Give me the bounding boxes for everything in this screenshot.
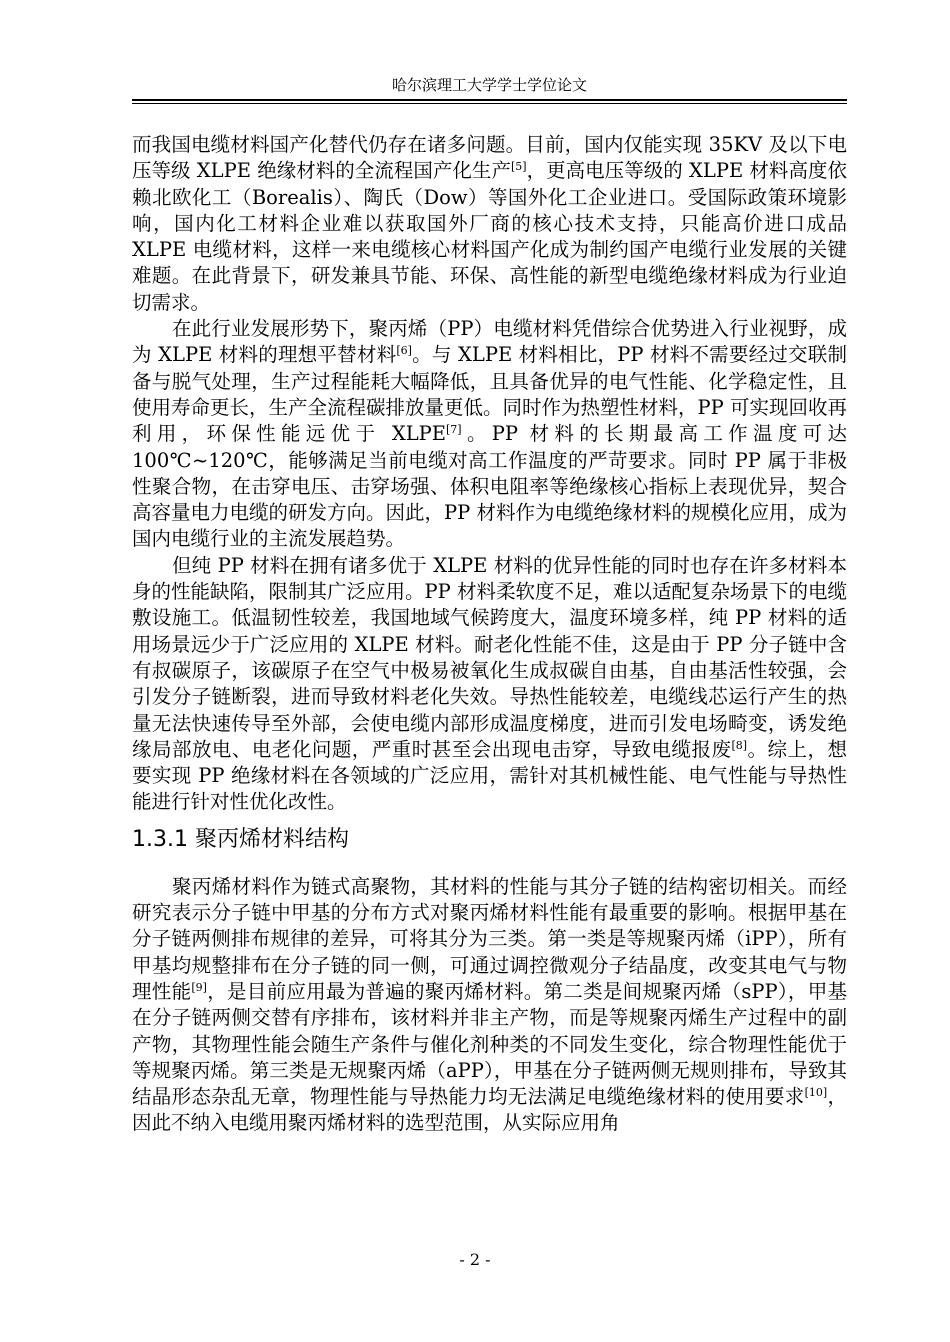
intro-paragraphs: [132, 132, 847, 816]
paragraph-text: ，更高电压等级的 XLPE 材料高度依赖北欧化工（Borealis）、陶氏（Dow）等国外化工企业进口。受国际政策环境影响，国内化工材料企业难以获取国外厂商的核心技术支持，只能高价进口成品 XLPE 电缆材料，这样一来电缆核心材料国产化成为制约国产电缆行业发展的关键难题。在此背景下，研发兼具节能、环保、高性能的新型电缆绝缘材料成为行业迫切需求。: [132, 159, 847, 314]
paragraph-text: 。综上，想要实现 PP 绝缘材料在各领域的广泛应用，需针对其机械性能、电气性能与导热性能进行针对性优化改性。: [132, 737, 847, 814]
paragraph-text: 但纯 PP 材料在拥有诸多优于 XLPE 材料的优异性能的同时也存在许多材料本身的性能缺陷，限制其广泛应用。PP 材料柔软度不足，难以适配复杂场景下的电缆敷设施工。低温韧性较差，我国地域气候跨度大，温度环境多样，纯 PP 材料的适用场景远少于广泛应用的 XLPE 材料。耐老化性能不佳，这是由于 PP 分子链中含有叔碳原子，该碳原子在空气中极易被氧化生成叔碳自由基，自由基活性较强，会引发分子链断裂，进而导致材料老化失效。导热性能较差，电缆线芯运行产生的热量无法快速传导至外部，会使电缆内部形成温度梯度，进而引发电场畸变，诱发绝缘局部放电、电老化问题，严重时甚至会出现电击穿，导致电缆报废: [132, 553, 847, 761]
body-paragraph: [132, 132, 847, 316]
header-rule-thin: [132, 103, 847, 104]
document-body: [132, 132, 847, 1137]
body-paragraph: [132, 316, 847, 553]
paragraph-text: 而我国电缆材料国产化替代仍存在诸多问题。目前，国内仅能实现 35KV 及以下电压等级 XLPE 绝缘材料的全流程国产化生产: [132, 133, 847, 183]
body-paragraph: [132, 553, 847, 816]
section-paragraphs: [132, 874, 847, 1137]
paragraph-text: 聚丙烯材料作为链式高聚物，其材料的性能与其分子链的结构密切相关。而经研究表示分子链中甲基的分布方式对聚丙烯材料性能有最重要的影响。根据甲基在分子链两侧排布规律的差异，可将其分为三类。第一类是等规聚丙烯（iPP），所有甲基均规整排布在分子链的同一侧，可通过调控微观分子结晶度，改变其电气与物理性能: [132, 874, 847, 1003]
section-heading: 1.3.1 聚丙烯材料结构: [132, 826, 349, 852]
paragraph-text: ，是目前应用最为普遍的聚丙烯材料。第二类是间规聚丙烯（sPP），甲基在分子链两侧交替有序排布，该材料并非主产物，而是等规聚丙烯生产过程中的副产物，其物理性能会随生产条件与催化剂种类的不同发生变化，综合物理性能优于等规聚丙烯。第三类是无规聚丙烯（aPP），甲基在分子链两侧无规则排布，导致其结晶形态杂乱无章，物理性能与导热能力均无法满足电缆绝缘材料的使用要求: [132, 979, 847, 1109]
citation-ref: [8]: [731, 738, 748, 752]
paragraph-text: ，因此不纳入电缆用聚丙烯材料的选型范围，从实际应用角: [132, 1085, 847, 1135]
page-number: - 2 -: [459, 1250, 491, 1269]
citation-ref: [7]: [446, 423, 462, 437]
citation-ref: [10]: [804, 1086, 828, 1100]
header-rule-thick: [132, 99, 847, 101]
citation-ref: [9]: [191, 980, 207, 994]
citation-ref: [6]: [396, 344, 412, 358]
paragraph-text: 。与 XLPE 材料相比，PP 材料不需要经过交联制备与脱气处理，生产过程能耗大幅降低，且具备优异的电气性能、化学稳定性，且使用寿命更长，生产全流程碳排放量更低。同时作为热塑性材料，PP 可实现回收再利用，环保性能远优于 XLPE: [132, 343, 847, 446]
running-header: 哈尔滨理工大学学士学位论文: [391, 76, 587, 94]
paragraph-text: 。PP 材料的长期最高工作温度可达 100℃~120℃，能够满足当前电缆对高工作温度的严苛要求。同时 PP 属于非极性聚合物，在击穿电压、击穿场强、体积电阻率等绝缘核心指标上表现优异，契合高容量电力电缆的研发方向。因此，PP 材料作为电缆绝缘材料的规模化应用，成为国内电缆行业的主流发展趋势。: [132, 422, 847, 551]
body-paragraph: [132, 874, 847, 1137]
citation-ref: [5]: [510, 160, 527, 174]
paragraph-text: 在此行业发展形势下，聚丙烯（PP）电缆材料凭借综合优势进入行业视野，成为 XLPE 材料的理想平替材料: [132, 317, 847, 367]
